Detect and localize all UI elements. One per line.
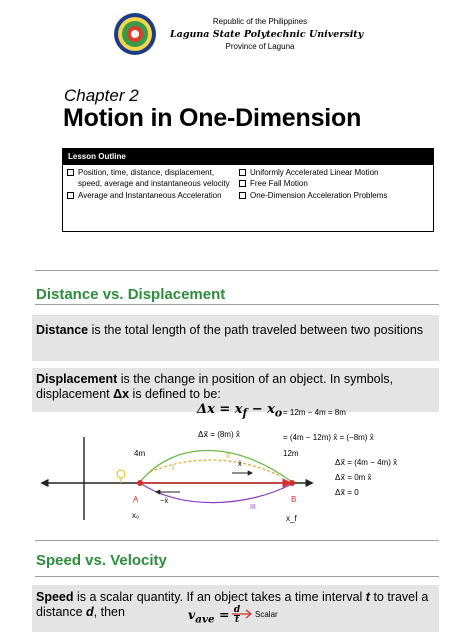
outline-item: Uniformly Accelerated Linear Motion bbox=[239, 167, 431, 178]
note-vector-4: Δx⃗ = 0m x̂ bbox=[335, 473, 372, 482]
divider bbox=[35, 576, 439, 577]
chapter-title: Motion in One-Dimension bbox=[63, 104, 362, 132]
point-a bbox=[137, 480, 143, 486]
distance-definition: Distance is the total length of the path traveled between two positions bbox=[36, 323, 424, 337]
outline-item: Position, time, distance, displacement, speed, average and instantaneous velocity bbox=[67, 167, 239, 190]
label-roman-2: II bbox=[226, 453, 230, 460]
scalar-label: Scalar bbox=[255, 610, 278, 619]
note-vector-3: Δx⃗ = (4m − 4m) x̂ bbox=[335, 458, 398, 467]
note-vector-2: = (4m − 12m) x̂ = (−8m) x̂ bbox=[283, 433, 374, 442]
divider bbox=[35, 540, 439, 541]
path-curve-upper bbox=[140, 451, 292, 483]
header-university: Laguna State Polytechnic University bbox=[170, 29, 364, 40]
chapter-label: Chapter 2 bbox=[64, 86, 139, 105]
note-vector-1: Δx⃗ = (8m) x̂ bbox=[198, 430, 240, 439]
label-point-a: A bbox=[133, 495, 139, 504]
point-b bbox=[289, 480, 295, 486]
header-province: Province of Laguna bbox=[225, 42, 295, 51]
displacement-definition: Displacement is the change in position of an object. In symbols, displacement Δx is defined to be: bbox=[36, 372, 394, 401]
label-xf: x_f bbox=[286, 514, 297, 523]
speed-definition: Speed is a scalar quantity. If an object takes a time interval t to travel a distance d, then bbox=[36, 590, 429, 619]
lesson-outline-heading: Lesson Outline bbox=[63, 149, 433, 165]
label-roman-1: I bbox=[172, 465, 174, 472]
label-roman-3: III bbox=[250, 504, 256, 511]
section-heading-speed: Speed vs. Velocity bbox=[36, 552, 167, 569]
label-point-b: B bbox=[291, 495, 297, 504]
label-negative-x: −x̂ bbox=[160, 496, 169, 505]
header-country: Republic of the Philippines bbox=[212, 17, 308, 26]
lightbulb-icon bbox=[117, 470, 125, 478]
speed-fraction: $\frac{d}{t}$ bbox=[233, 605, 241, 625]
label-positive-x: x̂ bbox=[238, 459, 242, 468]
outline-item: One-Dimension Acceleration Problems bbox=[239, 190, 431, 201]
label-4m: 4m bbox=[134, 449, 146, 458]
scalar-note bbox=[228, 604, 298, 624]
outline-item: Free Fall Motion bbox=[239, 178, 431, 189]
label-x0: x₀ bbox=[132, 511, 140, 520]
note-calculation: = 12m − 4m = 8m bbox=[283, 408, 346, 417]
note-vector-5: Δx⃗ = 0 bbox=[335, 488, 359, 497]
displacement-equation: $\Delta x = x_f - x_o$ bbox=[197, 402, 283, 420]
label-12m: 12m bbox=[283, 449, 299, 458]
section-heading-distance: Distance vs. Displacement bbox=[36, 286, 226, 303]
speed-equation: $v_{ave}$ = $\frac{d}{t}$ bbox=[188, 605, 241, 626]
outline-item: Average and Instantaneous Acceleration bbox=[67, 190, 239, 201]
